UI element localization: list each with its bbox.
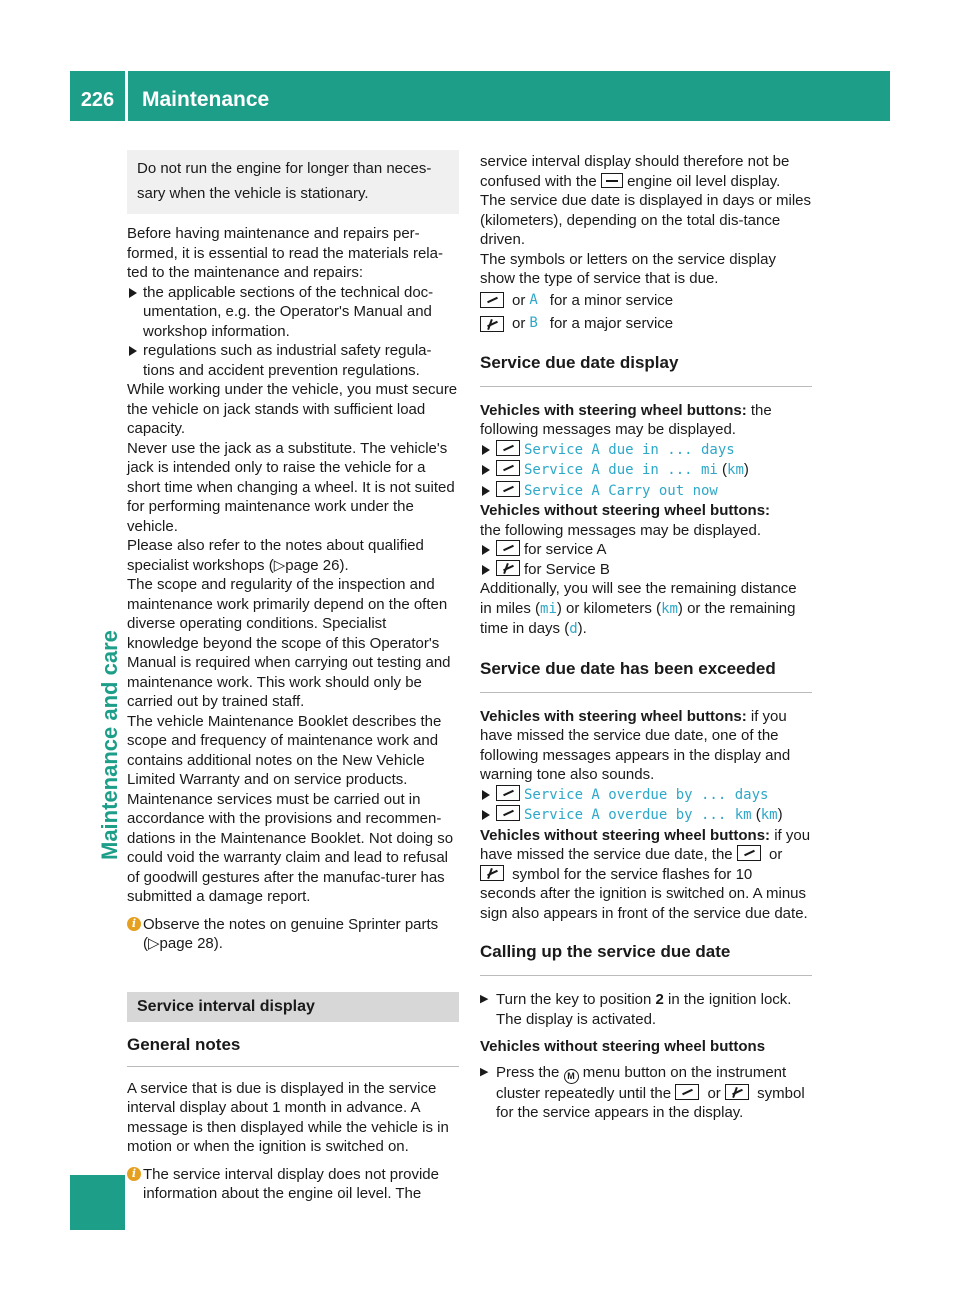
text: engine oil level display. [627, 172, 781, 190]
paragraph: A service that is due is displayed in the service interval display about 1 month in advance. A message is then displayed while the vehicle is in motion or when the ignition is switched on. [127, 1079, 449, 1155]
text: if you have missed the service due date, one of the following messages appears in the display and warning tone also sounds. [480, 707, 791, 783]
or-label: or [707, 1084, 721, 1102]
bold-label: Vehicles without steering wheel buttons [480, 1038, 766, 1055]
wrench-icon [737, 845, 761, 861]
warning-note: Do not run the engine for longer than neces-sary when the vehicle is stationary. [127, 150, 459, 214]
list-item [480, 481, 812, 502]
list-item: the applicable sections of the technical doc-umentation, e.g. the Operator's Manual and workshop information. [127, 283, 459, 342]
info-icon: i [127, 1167, 141, 1181]
paragraph [480, 826, 812, 924]
left-column [127, 150, 459, 1204]
paragraph [480, 1037, 812, 1057]
side-tab-marker [70, 1175, 125, 1230]
instruction-step [480, 990, 812, 1029]
text: in the ignition lock. The display is activated. [496, 991, 792, 1028]
key-position: 2 [655, 991, 664, 1008]
page-ref-link[interactable]: page 26 [285, 556, 340, 574]
page-ref-arrow-icon: ▷ [273, 556, 286, 574]
paragraph: While working under the vehicle, you must secure the vehicle on jack stands with sufficient load capacity. [127, 381, 458, 437]
paragraph: Maintenance services must be carried out in accordance with the provisions and recommen-dations in the Maintenance Booklet. Not doing so could void the warranty claim and lead to refusal of goodwill gestures after the manufac-turer has submitted a damage report. [127, 790, 454, 905]
list-item: regulations such as industrial safety regula-tions and accident prevention regulations. [127, 341, 459, 380]
text: the following messages may be displayed. [480, 401, 772, 438]
unit: km [760, 807, 778, 823]
text: if you have missed the service due date, the [480, 826, 811, 863]
double-wrench-icon [496, 560, 520, 576]
list-item: Service A due in ... mi (km) [480, 460, 812, 481]
paragraph: The symbols or letters on the service display show the type of service that is due. [480, 250, 776, 287]
text: Please also refer to the notes about qualified specialist workshops ( [127, 537, 424, 574]
page-title: Maintenance [142, 88, 270, 111]
text: ). [339, 556, 349, 574]
text: the following messages may be displayed. [480, 521, 761, 539]
display-message: Service A due in ... mi [524, 462, 718, 478]
text: Press the [496, 1063, 560, 1081]
subsection-heading: Calling up the service due date [480, 941, 812, 976]
section-heading: Service interval display [127, 992, 459, 1022]
bold-label: Vehicles without steering wheel buttons: [480, 826, 771, 844]
display-message: Service A Carry out now [524, 482, 718, 499]
page-ref-link[interactable]: page 28 [159, 935, 214, 952]
bold-label: Vehicles with steering wheel buttons: [480, 401, 747, 419]
text: service interval display should therefore not be confused with the [480, 153, 790, 190]
subsection-heading: General notes [127, 1034, 459, 1067]
subsection-heading: Service due date display [480, 352, 812, 387]
list-item [480, 785, 812, 806]
side-chapter-label: Maintenance and care [97, 630, 122, 860]
text: for service A [524, 541, 607, 558]
paragraph [480, 501, 812, 540]
wrench-icon [496, 440, 520, 456]
text: for Service B [524, 560, 610, 578]
display-message: Service A overdue by ... km [524, 807, 752, 823]
wrench-icon [496, 785, 520, 801]
info-icon: i [127, 917, 141, 931]
paragraph: Before having maintenance and repairs per-formed, it is essential to read the materials rela-ted to the maintenance and repairs: [127, 225, 443, 281]
text: The service interval display does not provide information about the engine oil level. The [143, 1165, 439, 1202]
paragraph: The vehicle Maintenance Booklet describes the scope and frequency of maintenance work and contains additional notes on the New Vehicle Limited Warranty and on service products. [127, 712, 442, 788]
text: Additionally, you will see the remaining distance in miles ( [480, 580, 797, 617]
paragraph [480, 152, 812, 191]
paragraph [480, 707, 812, 785]
subsection-heading: Service due date has been exceeded [480, 658, 812, 693]
display-message: Service A due in ... days [524, 441, 735, 458]
unit: km [727, 462, 744, 478]
bold-label: Vehicles with steering wheel buttons: [480, 707, 747, 725]
double-wrench-icon [480, 316, 504, 332]
paragraph: The scope and regularity of the inspection and maintenance work primarily depend on the often diverse operating conditions. Specialist knowledge beyond the scope of this Operator's Manual is required when carrying out testing and maintenance work. This work should only be carried out by trained staff. [127, 576, 451, 710]
page-number: 226 [80, 89, 115, 111]
wrench-icon [496, 481, 520, 497]
list-item [480, 560, 812, 580]
right-column [480, 152, 812, 1123]
text: ). [577, 620, 587, 637]
wrench-icon [675, 1084, 699, 1100]
instruction-step [480, 1063, 812, 1123]
text: ) or the remaining time in days ( [480, 599, 796, 637]
text: symbol for the service appears in the display. [496, 1084, 805, 1121]
list-item [480, 440, 812, 461]
menu-button-icon: M [564, 1069, 579, 1084]
or-label: or [512, 291, 526, 309]
list-item: Service A overdue by ... km (km) [480, 805, 812, 826]
wrench-icon [480, 292, 504, 308]
text: menu button on the instrument cluster repeatedly until the [496, 1063, 787, 1102]
service-description: for a minor service [549, 291, 674, 309]
paragraph: The service due date is displayed in days or miles (kilometers), depending on the total dis-tance driven. [480, 192, 811, 248]
paragraph: Never use the jack as a substitute. The vehicle's jack is intended only to raise the vehicle for a short time when changing a wheel. It is not suited for performing maintenance work under the vehicle. [127, 439, 455, 535]
text: Turn the key to position [496, 991, 656, 1008]
display-message: Service A overdue by ... days [524, 786, 769, 803]
paragraph [127, 536, 459, 575]
service-code: B [529, 315, 538, 331]
text: ) or kilometers ( [556, 599, 662, 617]
info-note [127, 1165, 459, 1204]
or-label: or [769, 846, 783, 863]
wrench-icon [496, 805, 520, 821]
double-wrench-icon [725, 1084, 749, 1100]
paragraph [480, 579, 812, 640]
bold-label: Vehicles without steering wheel buttons: [480, 502, 771, 519]
text: Observe the notes on genuine Sprinter parts ( [143, 915, 439, 952]
paragraph [480, 401, 812, 440]
double-wrench-icon [480, 865, 504, 881]
wrench-icon [496, 540, 520, 556]
service-description: for a major service [549, 315, 674, 332]
service-b-row [480, 314, 812, 334]
service-a-row [480, 291, 812, 311]
unit: mi [540, 600, 557, 617]
info-note [127, 915, 459, 954]
page-ref-arrow-icon: ▷ [148, 935, 160, 952]
engine-oil-icon [601, 173, 623, 188]
unit: d [569, 621, 578, 637]
wrench-icon [496, 460, 520, 476]
list-item [480, 540, 812, 560]
service-code: A [529, 291, 538, 308]
or-label: or [512, 315, 526, 332]
text: ). [213, 935, 223, 952]
unit: km [661, 600, 678, 617]
text: symbol for the service flashes for 10 seconds after the ignition is switched on. A minus sign also appears in front of the service due date. [480, 865, 808, 922]
